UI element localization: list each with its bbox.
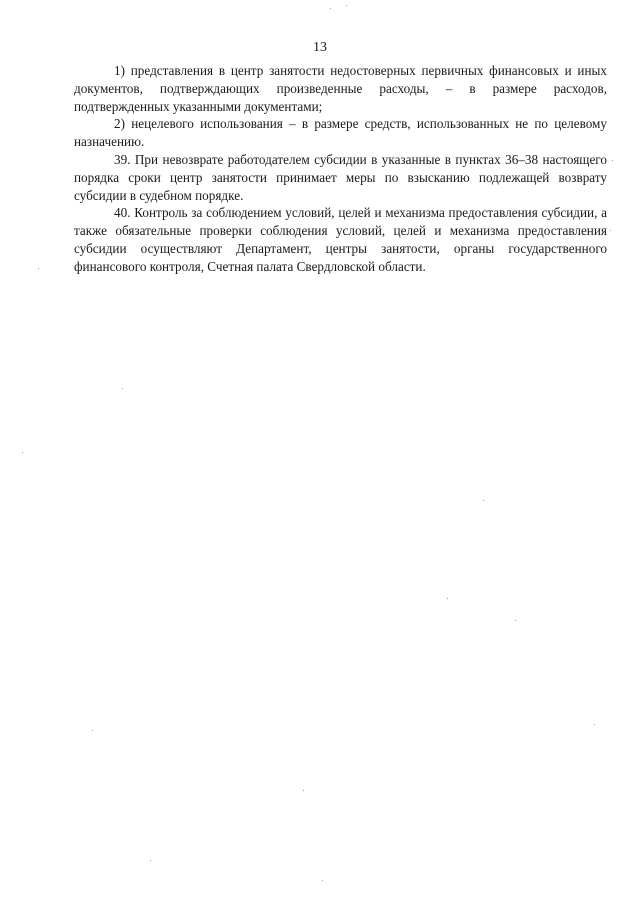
scan-speck — [122, 388, 123, 389]
paragraph-1-item-2: 2) нецелевого использования – в размере средств, использованных не по целевому назначению. — [74, 116, 607, 150]
page-number: 13 — [313, 40, 327, 55]
scan-speck — [92, 730, 93, 731]
scan-speck — [38, 268, 39, 269]
scan-speck — [610, 230, 611, 231]
scan-speck — [594, 724, 595, 725]
scan-speck — [22, 452, 23, 453]
document-body — [74, 62, 607, 276]
scan-speck — [447, 598, 448, 599]
scan-speck — [150, 860, 151, 861]
scan-speck — [303, 790, 304, 791]
scan-speck — [612, 160, 613, 161]
paragraph-39: 39. При невозврате работодателем субсидии в указанные в пунктах 36–38 настоящего порядка сроки центр занятости принимает меры по взысканию подлежащей возврату субсидии в судебном порядке. — [74, 151, 607, 203]
scan-speck — [330, 8, 331, 9]
paragraph-1-item-1: 1) представления в центр занятости недостоверных первичных финансовых и иных документов, подтверждающих произведенные расходы, – в размере расходов, подтвержденных указанными документами; — [74, 63, 607, 114]
scan-speck — [483, 500, 484, 501]
scan-speck — [322, 880, 323, 881]
scan-speck — [515, 620, 516, 621]
scan-speck — [346, 5, 347, 6]
paragraph-40: 40. Контроль за соблюдением условий, целей и механизма предоставления субсидии, а также обязательные проверки соблюдения условий, целей и механизма предоставления субсидии осуществляют Департамент, центры занятости, органы государственного финансового контроля, Счетная палата Свердловской области. — [74, 205, 607, 274]
